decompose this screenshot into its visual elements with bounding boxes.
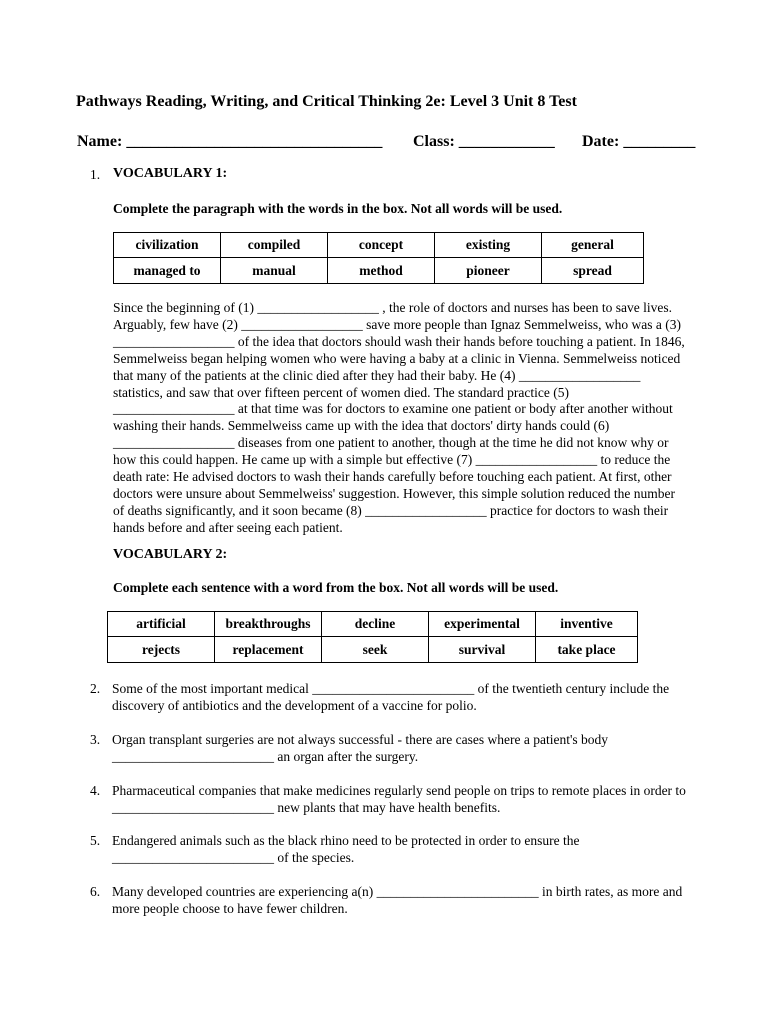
- question-text: ________________________ an organ after the surgery.: [112, 749, 419, 764]
- word-cell: experimental: [429, 612, 536, 637]
- paragraph-line: death rate: He advised doctors to wash their hands carefully before touching each patient. At first, other: [113, 469, 672, 485]
- word-cell: seek: [322, 637, 429, 663]
- question-text: Many developed countries are experiencing a(n) ________________________ in birth rates, as more and: [112, 884, 683, 899]
- word-cell: replacement: [215, 637, 322, 663]
- word-cell: decline: [322, 612, 429, 637]
- question-number: 2.: [90, 681, 101, 696]
- word-cell: inventive: [536, 612, 638, 637]
- class-field[interactable]: Class: ____________: [413, 133, 555, 150]
- paragraph-line: that many of the patients at the clinic died after they had their baby. He (4) __________________: [113, 367, 641, 383]
- vocab1-instruction: Complete the paragraph with the words in the box. Not all words will be used.: [113, 201, 563, 216]
- word-cell: artificial: [108, 612, 215, 637]
- question-text: Some of the most important medical ________________________ of the twentieth century include the: [112, 681, 670, 696]
- paragraph-line: washing their hands. Semmelweiss came up with the idea that doctors' dirty hands could (6): [113, 418, 610, 434]
- paragraph-line: hands before and after seeing each patient.: [113, 519, 343, 535]
- vocab2-instruction: Complete each sentence with a word from the box. Not all words will be used.: [113, 580, 559, 595]
- word-cell: concept: [328, 233, 435, 258]
- vocab2-label: VOCABULARY 2:: [113, 547, 228, 562]
- paragraph-line: __________________ diseases from one patient to another, though at the time he did not know why or: [113, 435, 669, 451]
- paragraph-line: __________________ at that time was for doctors to examine one patient or body after another without: [113, 401, 673, 417]
- question-text: more people choose to have fewer children.: [112, 901, 348, 916]
- word-cell: pioneer: [435, 258, 542, 284]
- page-title: Pathways Reading, Writing, and Critical Thinking 2e: Level 3 Unit 8 Test: [76, 93, 577, 110]
- vocab1-label: VOCABULARY 1:: [113, 166, 228, 181]
- word-cell: compiled: [221, 233, 328, 258]
- question-number: 4.: [90, 783, 101, 798]
- word-cell: breakthroughs: [215, 612, 322, 637]
- word-cell: general: [542, 233, 644, 258]
- question-text: Pharmaceutical companies that make medicines regularly send people on trips to remote places in order to: [112, 783, 686, 798]
- paragraph-line: Semmelweiss began helping women who were having a baby at a clinic in Vienna. Semmelweiss noticed: [113, 350, 681, 366]
- question-number: 5.: [90, 833, 101, 848]
- paragraph-line: Arguably, few have (2) __________________ save more people than Ignaz Semmelweiss, who was a (3): [113, 316, 681, 332]
- question-text: discovery of antibiotics and the development of a vaccine for polio.: [112, 698, 477, 713]
- word-cell: managed to: [114, 258, 221, 284]
- vocab1-word-box: [113, 232, 644, 284]
- word-cell: spread: [542, 258, 644, 284]
- vocab1-paragraph: [113, 300, 685, 537]
- question-text: Organ transplant surgeries are not always successful - there are cases where a patient's body: [112, 732, 608, 747]
- word-cell: manual: [221, 258, 328, 284]
- paragraph-line: __________________ of the idea that doctors should wash their hands before touching a patient. In 1846,: [113, 333, 685, 349]
- section-number: 1.: [90, 167, 101, 182]
- word-cell: civilization: [114, 233, 221, 258]
- word-cell: existing: [435, 233, 542, 258]
- vocab2-word-box: [107, 611, 638, 663]
- date-field[interactable]: Date: _________: [582, 133, 696, 150]
- question-number: 6.: [90, 884, 101, 899]
- name-field[interactable]: Name: ________________________________: [77, 133, 383, 150]
- word-cell: rejects: [108, 637, 215, 663]
- paragraph-line: how this could happen. He came up with a simple but effective (7) __________________ to reduce the: [113, 452, 671, 468]
- word-cell: method: [328, 258, 435, 284]
- question-number: 3.: [90, 732, 101, 747]
- paragraph-line: Since the beginning of (1) __________________ , the role of doctors and nurses has been to save lives.: [113, 300, 673, 315]
- paragraph-line: statistics, and saw that over fifteen percent of women died. The standard practice (5): [113, 384, 569, 400]
- question-text: Endangered animals such as the black rhino need to be protected in order to ensure the: [112, 833, 580, 848]
- word-cell: take place: [536, 637, 638, 663]
- question-text: ________________________ of the species.: [112, 850, 355, 865]
- question-text: ________________________ new plants that may have health benefits.: [112, 800, 501, 815]
- word-cell: survival: [429, 637, 536, 663]
- paragraph-line: of deaths significantly, and it soon became (8) __________________ practice for doctors to wash their: [113, 502, 669, 518]
- paragraph-line: doctors were unsure about Semmelweiss' suggestion. However, this simple solution reduced the number: [113, 485, 676, 501]
